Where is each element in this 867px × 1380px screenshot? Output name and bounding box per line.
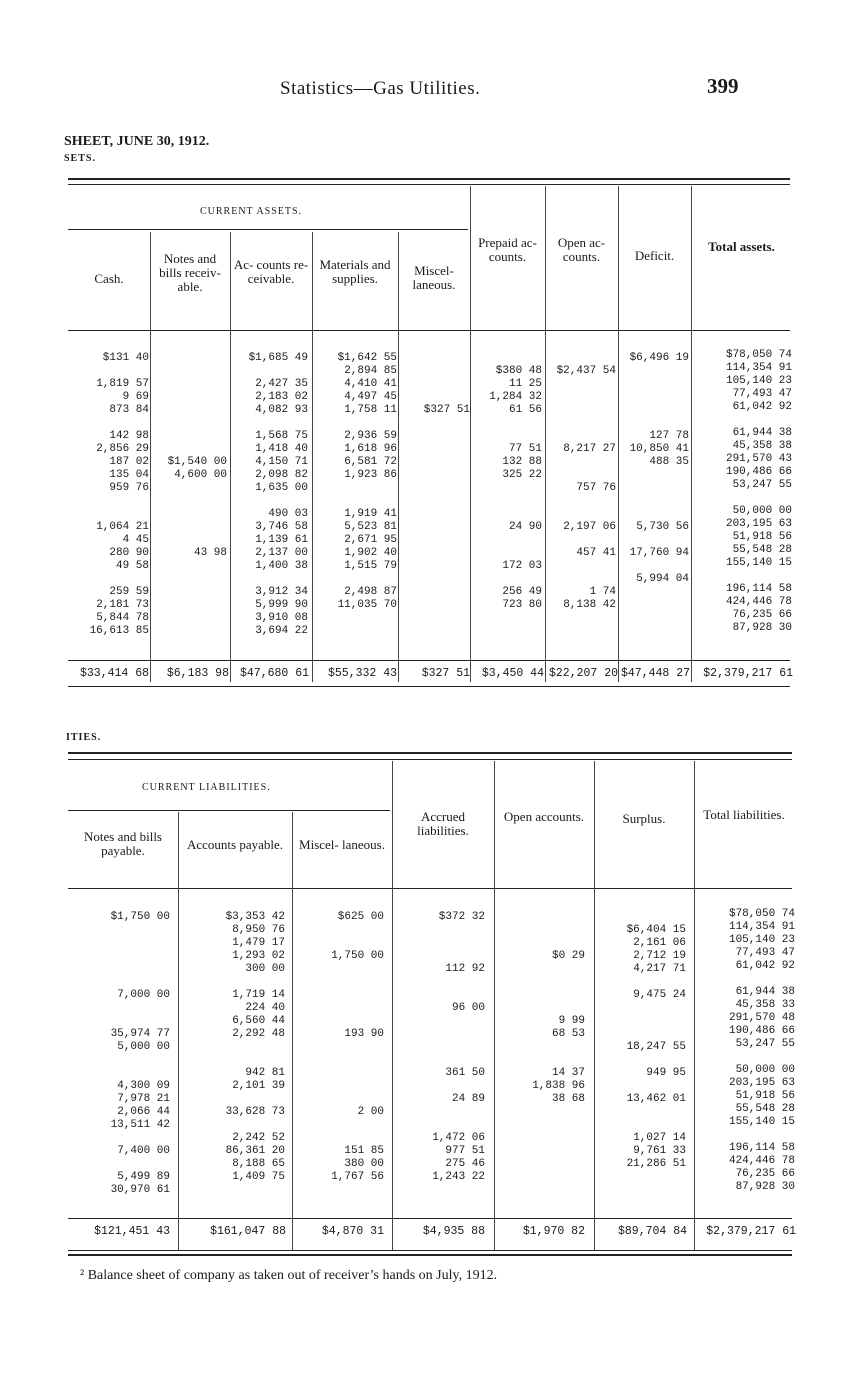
sheet-title: SHEET, JUNE 30, 1912.	[64, 134, 210, 149]
assets-section-label: SETS.	[64, 153, 96, 164]
assets-prepaid-total: $3,450 44	[481, 667, 544, 680]
header-misc-liabilities: Miscel- laneous.	[299, 837, 385, 852]
assets-deficit-total: $47,448 27	[620, 667, 690, 680]
assets-open-total: $22,207 20	[548, 667, 618, 680]
liab-notes-values: $1,750 00 7,000 00 35,974 77 5,000 00 4,300 09 7,978 21 2,066 44 13,511 42 7,400 00 5,499 89 30,970 61	[110, 911, 170, 1196]
footnote: ² Balance sheet of company as taken out of receiver’s hands on July, 1912.	[80, 1268, 498, 1283]
header-materials: Materials and supplies.	[319, 257, 391, 286]
header-cash: Cash.	[94, 271, 124, 286]
assets-prepaid-values: $380 48 11 25 1,284 32 61 56 77 51 132 88 325 22 24 90 172 03 256 49 723 80	[489, 365, 542, 611]
assets-receivable-total: $47,680 61	[239, 667, 309, 680]
header-surplus: Surplus.	[622, 811, 666, 826]
current-liabilities-group-label: CURRENT LIABILITIES.	[142, 782, 271, 793]
header-prepaid: Prepaid ac- counts.	[478, 235, 537, 264]
liab-notes-total: $121,451 43	[94, 1225, 170, 1238]
assets-open-values: $2,437 54 8,217 27 757 76 2,197 06 457 41 1 74 8,138 42	[556, 365, 616, 611]
page-number: 399	[707, 74, 739, 98]
header-misc-assets: Miscel- laneous.	[412, 263, 456, 292]
liabilities-section-label: ITIES.	[66, 732, 102, 743]
header-total-assets: Total assets.	[708, 239, 775, 254]
liab-misc-total: $4,870 31	[321, 1225, 384, 1238]
assets-misc-values: $327 51	[423, 404, 470, 416]
header-open-accounts-liab: Open accounts.	[503, 809, 585, 824]
liab-accrued-total: $4,935 88	[422, 1225, 485, 1238]
liab-total-total: $2,379,217 61	[706, 1225, 796, 1238]
assets-materials-total: $55,332 43	[327, 667, 397, 680]
current-assets-group-label: CURRENT ASSETS.	[200, 206, 303, 217]
header-accounts-payable: Accounts payable.	[186, 837, 284, 852]
liab-surplus-total: $89,704 84	[617, 1225, 687, 1238]
header-accrued: Accrued liabilities.	[417, 809, 469, 838]
assets-total-values: $78,050 74 114,354 91 105,140 23 77,493 47 61,042 92 61,944 38 45,358 38 291,570 43 190,486 66 53,247 55 50,000 00 203,195 63 51,918 56 55,548 28 155,140 15 196,114 58 424,446 78 76,235 66 87,928 30	[725, 349, 792, 634]
assets-total-total: $2,379,217 61	[703, 667, 793, 680]
header-deficit: Deficit.	[634, 248, 675, 263]
assets-notes-values: $1,540 00 4,600 00 43 98	[167, 456, 227, 559]
liab-accrued-values: $372 32 112 92 96 00 361 50 24 89 1,472 06 977 51 275 46 1,243 22	[432, 911, 485, 1183]
assets-cash-values: $131 40 1,819 57 9 69 873 84 142 98 2,856 29 187 02 135 04 959 76 1,064 21 4 45 280 90 49 58 259 59 2,181 73 5,844 78 16,613 85	[89, 352, 149, 637]
liab-surplus-values: $6,404 15 2,161 06 2,712 19 4,217 71 9,475 24 18,247 55 949 95 13,462 01 1,027 14 9,761 33 21,286 51	[626, 924, 686, 1170]
assets-cash-total: $33,414 68	[79, 667, 149, 680]
header-notes-payable: Notes and bills payable.	[84, 829, 162, 858]
liab-total-values: $78,050 74 114,354 91 105,140 23 77,493 47 61,042 92 61,944 38 45,358 33 291,570 48 190,486 66 53,247 55 50,000 00 203,195 63 51,918 56 55,548 28 155,140 15 196,114 58 424,446 78 76,235 66 87,928 30	[728, 908, 795, 1193]
header-total-liabilities: Total liabilities.	[703, 807, 785, 822]
assets-deficit-values: $6,496 19 127 78 10,850 41 488 35 5,730 56 17,760 94 5,994 04	[629, 352, 689, 585]
assets-notes-total: $6,183 98	[166, 667, 229, 680]
header-open-accounts-assets: Open ac- counts.	[557, 235, 606, 264]
liab-misc-values: $625 00 1,750 00 193 90 2 00 151 85 380 00 1,767 56	[331, 911, 384, 1183]
header-notes-receivable: Notes and bills receiv- able.	[159, 251, 221, 294]
liab-open-values: $0 29 9 99 68 53 14 37 1,838 96 38 68	[532, 950, 585, 1105]
header-accounts-receivable: Ac- counts re- ceivable.	[233, 257, 309, 286]
liab-accounts-values: $3,353 42 8,950 76 1,479 17 1,293 02 300 00 1,719 14 224 40 6,560 44 2,292 48 942 81 2,101 39 33,628 73 2,242 52 86,361 20 8,188 65 1,409 75	[225, 911, 285, 1183]
running-title: Statistics—Gas Utilities.	[280, 78, 481, 99]
assets-misc-total: $327 51	[421, 667, 470, 680]
assets-materials-values: $1,642 55 2,894 85 4,410 41 4,497 45 1,758 11 2,936 59 1,618 96 6,581 72 1,923 86 1,919 41 5,523 81 2,671 95 1,902 40 1,515 79 2,498 87 11,035 70	[337, 352, 397, 611]
liab-open-total: $1,970 82	[522, 1225, 585, 1238]
liab-accounts-total: $161,047 88	[210, 1225, 286, 1238]
assets-receivable-values: $1,685 49 2,427 35 2,183 02 4,082 93 1,568 75 1,418 40 4,150 71 2,098 82 1,635 00 490 03 3,746 58 1,139 61 2,137 00 1,400 38 3,912 34 5,999 90 3,910 08 3,694 22	[248, 352, 308, 637]
